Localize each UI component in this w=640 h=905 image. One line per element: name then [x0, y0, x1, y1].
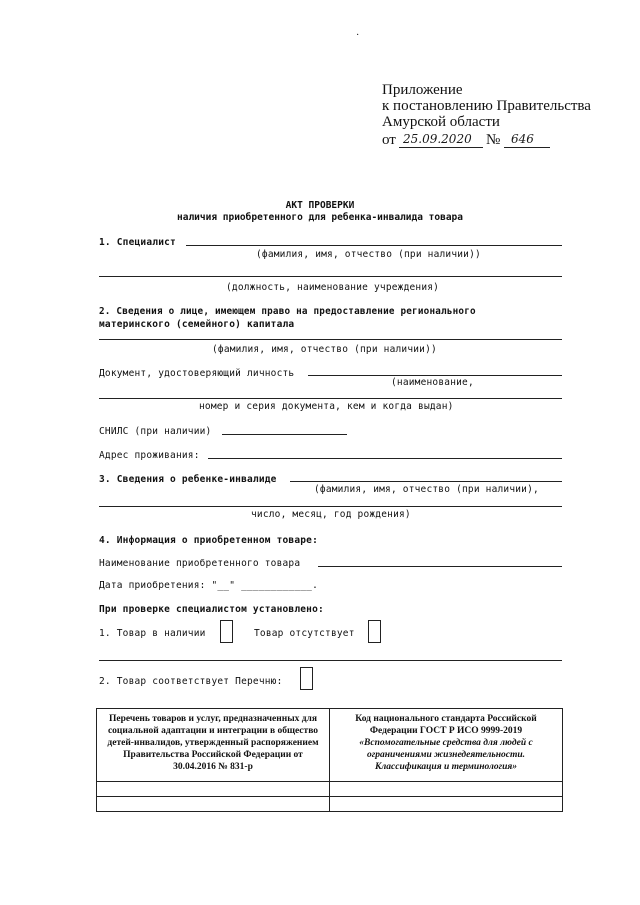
purchase-date-label: Дата приобретения: "__" ____________. — [99, 580, 319, 591]
address-label: Адрес проживания: — [99, 450, 200, 461]
check-established-label: При проверке специалистом установлено: — [99, 604, 324, 615]
number-underline — [504, 147, 550, 148]
table-cell[interactable] — [97, 797, 330, 812]
resolution-date: 25.09.2020 — [403, 132, 472, 146]
child-birth-caption: число, месяц, год рождения) — [251, 509, 411, 520]
child-heading: 3. Сведения о ребенке-инвалиде — [99, 474, 277, 485]
table-header-gost-title: «Вспомогательные средства для людей с ограничениями жизнедеятельности. Классификация и терминология» — [359, 738, 533, 772]
number-label: № — [486, 132, 501, 148]
table-cell[interactable] — [97, 782, 330, 797]
capital-holder-heading: 2. Сведения о лице, имеющем право на предоставление регионального — [99, 306, 476, 317]
appendix-title: Приложение — [382, 82, 463, 98]
appendix-from-label: от — [382, 132, 396, 148]
child-name-caption: (фамилия, имя, отчество (при наличии), — [314, 484, 539, 495]
product-heading: 4. Информация о приобретенном товаре: — [99, 535, 319, 546]
snils-line[interactable] — [222, 434, 347, 435]
specialist-name-caption: (фамилия, имя, отчество (при наличии)) — [256, 249, 481, 260]
table-row — [97, 797, 563, 812]
act-title: АКТ ПРОВЕРКИ — [285, 200, 355, 211]
appendix-resolution: к постановлению Правительства — [382, 98, 591, 114]
table-row — [97, 782, 563, 797]
identity-doc-details-caption: номер и серия документа, кем и когда выдан) — [199, 401, 454, 412]
capital-holder-heading-cont: материнского (семейного) капитала — [99, 319, 295, 330]
table-header-gost — [330, 709, 563, 782]
in-stock-checkbox[interactable] — [220, 620, 233, 643]
capital-holder-name-caption: (фамилия, имя, отчество (при наличии)) — [212, 344, 437, 355]
identity-doc-label: Документ, удостоверяющий личность — [99, 368, 295, 379]
specialist-name-line[interactable] — [186, 245, 562, 246]
address-line[interactable] — [208, 458, 562, 459]
capital-holder-name-line[interactable] — [99, 339, 562, 340]
identity-doc-details-line[interactable] — [99, 398, 562, 399]
resolution-number: 646 — [511, 132, 534, 146]
product-name-label: Наименование приобретенного товара — [99, 558, 301, 569]
table-header-list: Перечень товаров и услуг, предназначенных для социальной адаптации и интеграции в общество детей-инвалидов, утвержденный распоряжением Правительства Российской Федерации от 30.04.2016 № 831-р — [97, 709, 330, 782]
act-subtitle: наличия приобретенного для ребенка-инвалида товара — [177, 212, 463, 223]
matches-list-checkbox[interactable] — [300, 667, 313, 690]
product-table — [96, 708, 563, 812]
identity-doc-caption: (наименование, — [391, 377, 474, 388]
child-name-line[interactable] — [290, 481, 562, 482]
specialist-position-line[interactable] — [99, 276, 562, 277]
remarks-line[interactable] — [99, 660, 562, 661]
product-name-line[interactable] — [318, 566, 562, 567]
specialist-position-caption: (должность, наименование учреждения) — [226, 282, 440, 293]
appendix-region: Амурской области — [382, 114, 500, 130]
table-cell[interactable] — [330, 782, 563, 797]
page-mark: · — [356, 30, 360, 41]
snils-label: СНИЛС (при наличии) — [99, 426, 212, 437]
child-birth-line[interactable] — [99, 506, 562, 507]
item-missing-label: Товар отсутствует — [254, 628, 355, 639]
table-header-row — [97, 709, 563, 782]
table-cell[interactable] — [330, 797, 563, 812]
identity-doc-line[interactable] — [308, 375, 562, 376]
item-in-stock-label: 1. Товар в наличии — [99, 628, 206, 639]
table-header-gost-code: Код национального стандарта Российской Федерации ГОСТ Р ИСО 9999-2019 — [355, 714, 537, 736]
specialist-label: 1. Специалист — [99, 237, 176, 248]
date-underline — [399, 147, 483, 148]
item-matches-list-label: 2. Товар соответствует Перечню: — [99, 676, 283, 687]
missing-checkbox[interactable] — [368, 620, 381, 643]
